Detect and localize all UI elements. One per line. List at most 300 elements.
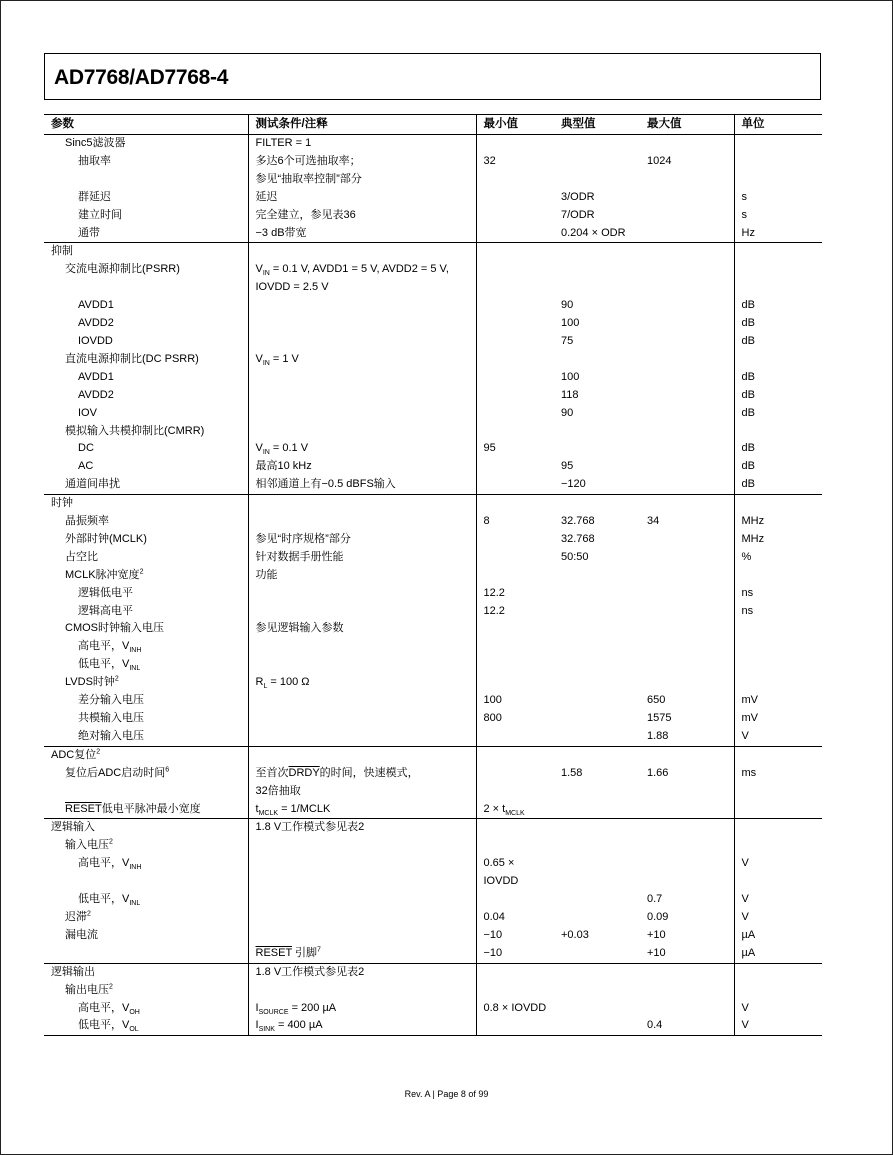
typ-cell: [554, 837, 640, 855]
param-cell: 逻辑输入: [44, 819, 248, 837]
typ-cell: 75: [561, 334, 574, 347]
typ-cell: 0.204 × ODR: [554, 225, 640, 243]
max-cell: [640, 135, 734, 153]
min-cell: [476, 387, 554, 405]
typ-cell: 50:50: [561, 550, 589, 563]
typ-cell: [554, 1017, 640, 1035]
max-cell: [640, 603, 734, 621]
min-cell: [476, 746, 554, 764]
table-row: [44, 819, 822, 837]
min-cell: [476, 423, 554, 441]
min-cell: [476, 819, 554, 837]
conditions-cell: $I_{SINK} = 400$ µA: [248, 1017, 476, 1035]
table-row: [44, 135, 822, 153]
conditions-cell: $t_{MCLK}$ = 1/MCLK: [248, 801, 476, 819]
min-cell: 12.2: [476, 585, 554, 603]
unit-cell: [734, 495, 822, 513]
min-cell: [476, 728, 554, 746]
max-cell: [640, 261, 734, 297]
min-cell: [476, 405, 554, 423]
max-cell: [640, 549, 734, 567]
conditions-cell: 延迟: [248, 189, 476, 207]
unit-cell: V: [734, 855, 822, 891]
max-cell: [640, 855, 734, 891]
typ-cell: 3/ODR: [561, 190, 595, 203]
param-cell: 高电平，$V_{INH}$: [78, 857, 142, 872]
conditions-cell: 参见“时序规格”部分: [248, 531, 476, 549]
table-row: [44, 297, 822, 315]
param-cell: 逻辑输出: [44, 963, 248, 981]
unit-cell: µA: [734, 927, 822, 945]
table-row: [44, 189, 822, 207]
unit-cell: [734, 982, 822, 1000]
min-cell: $2 \times t_{MCLK}$: [476, 801, 554, 819]
conditions-cell: [248, 638, 476, 656]
typ-cell: +0.03: [561, 928, 589, 941]
typ-cell: 32.768: [561, 515, 595, 528]
table-row: [44, 333, 822, 351]
table-row: [44, 585, 822, 603]
table-row: [44, 855, 822, 891]
min-cell: [476, 135, 554, 153]
conditions-cell: [248, 387, 476, 405]
min-cell: [476, 549, 554, 567]
min-cell: [476, 351, 554, 369]
conditions-cell: $R_L = 100$ Ω: [248, 674, 476, 692]
min-cell: 8: [476, 513, 554, 531]
table-body: [44, 135, 822, 1036]
param-cell: 迟滞$^2$: [65, 910, 91, 923]
unit-cell: [734, 351, 822, 369]
unit-cell: [734, 819, 822, 837]
param-cell: [44, 945, 248, 963]
min-cell: [476, 674, 554, 692]
typ-cell: 90: [561, 406, 574, 419]
spec-table: [44, 114, 822, 1036]
min-cell: 800: [476, 710, 554, 728]
conditions-cell: [248, 710, 476, 728]
param-cell: 抽取率: [78, 154, 111, 167]
table-row: [44, 620, 822, 638]
typ-cell: [554, 567, 640, 585]
max-cell: [640, 801, 734, 819]
unit-cell: dB: [734, 476, 822, 494]
table-row: [44, 531, 822, 549]
typ-cell: [554, 945, 640, 963]
max-cell: 1.66: [647, 766, 669, 779]
table-row: [44, 982, 822, 1000]
max-cell: [640, 531, 734, 549]
param-cell: Sinc5滤波器: [65, 137, 126, 149]
conditions-cell: 功能: [248, 567, 476, 585]
conditions-cell: [248, 891, 476, 909]
table-row: [44, 909, 822, 927]
param-cell: 复位后ADC启动时间$^6$: [65, 766, 170, 779]
max-cell: [640, 369, 734, 387]
table-header-row: [44, 115, 822, 135]
conditions-cell: [248, 405, 476, 423]
conditions-cell: 针对数据手册性能: [248, 549, 476, 567]
unit-cell: V: [734, 728, 822, 746]
param-cell: 低电平，$V_{OL}$: [44, 1017, 248, 1035]
min-cell: [476, 243, 554, 261]
min-cell: [476, 476, 554, 494]
unit-cell: dB: [734, 333, 822, 351]
param-cell: 低电平，$V_{INL}$: [78, 658, 141, 673]
unit-cell: dB: [734, 369, 822, 387]
typ-cell: [554, 674, 640, 692]
conditions-cell: RESET 引脚$^7$: [248, 945, 476, 963]
col-header-typ: 典型值: [554, 115, 640, 135]
typ-cell: [554, 891, 640, 909]
unit-cell: [734, 567, 822, 585]
min-cell: −10: [476, 927, 554, 945]
min-cell: [476, 458, 554, 476]
conditions-cell: [248, 513, 476, 531]
table-row: [44, 945, 822, 963]
max-cell: 1.88: [640, 728, 734, 746]
typ-cell: [554, 692, 640, 710]
table-row: [44, 674, 822, 692]
conditions-cell: [248, 692, 476, 710]
param-cell: IOVDD: [78, 334, 113, 347]
table-row: [44, 440, 822, 458]
unit-cell: [734, 135, 822, 153]
max-cell: [640, 387, 734, 405]
table-row: [44, 746, 822, 764]
table-row: [44, 710, 822, 728]
typ-cell: [554, 620, 640, 638]
max-cell: [640, 458, 734, 476]
table-row: [44, 369, 822, 387]
conditions-cell: 完全建立，参见表36: [248, 207, 476, 225]
typ-cell: 32.768: [561, 532, 595, 545]
unit-cell: [734, 620, 822, 638]
max-cell: 1575: [647, 712, 672, 724]
conditions-cell: [248, 585, 476, 603]
param-cell: AC: [78, 460, 94, 473]
param-cell: 外部时钟(MCLK): [65, 532, 147, 545]
typ-cell: [554, 135, 640, 153]
typ-cell: [554, 801, 640, 819]
conditions-cell: 参见逻辑输入参数: [248, 620, 476, 638]
table-row: [44, 207, 822, 225]
typ-cell: [554, 351, 640, 369]
typ-cell: 90: [561, 299, 574, 312]
param-cell: 漏电流: [65, 928, 98, 941]
conditions-cell: [248, 603, 476, 621]
conditions-cell: [248, 855, 476, 891]
table-row: [44, 153, 822, 189]
page-title: AD7768/AD7768-4: [54, 66, 229, 89]
unit-cell: dB: [734, 315, 822, 333]
conditions-cell: $V_{IN} = 0.1$ V: [248, 440, 476, 458]
unit-cell: [734, 423, 822, 441]
table-row: [44, 603, 822, 621]
max-cell: [640, 982, 734, 1000]
typ-cell: [554, 746, 640, 764]
unit-cell: s: [734, 189, 822, 207]
unit-cell: [734, 674, 822, 692]
conditions-cell: [248, 243, 476, 261]
conditions-cell: [248, 909, 476, 927]
conditions-cell: [248, 495, 476, 513]
param-cell: AVDD1: [78, 370, 114, 383]
param-cell: 逻辑高电平: [78, 604, 133, 617]
table-row: [44, 315, 822, 333]
table-row: [44, 891, 822, 909]
typ-cell: 100: [561, 317, 580, 330]
conditions-cell: $I_{SOURCE} = 200$ µA: [248, 1000, 476, 1018]
param-cell: 建立时间: [78, 208, 122, 221]
max-cell: [640, 746, 734, 764]
typ-cell: 118: [561, 388, 579, 401]
unit-cell: µA: [734, 945, 822, 963]
unit-cell: V: [734, 1000, 822, 1018]
param-cell: 高电平，$V_{INH}$: [78, 640, 142, 655]
min-cell: −10: [476, 945, 554, 963]
conditions-cell: $V_{IN} = 1$ V: [248, 351, 476, 369]
table-row: [44, 513, 822, 531]
max-cell: +10: [647, 928, 666, 941]
conditions-cell: [248, 423, 476, 441]
unit-cell: [734, 153, 822, 189]
min-cell: 0.65 × IOVDD: [476, 855, 554, 891]
min-cell: [476, 620, 554, 638]
unit-cell: mV: [734, 710, 822, 728]
typ-cell: [554, 909, 640, 927]
max-cell: [640, 567, 734, 585]
min-cell: [476, 225, 554, 243]
unit-cell: dB: [734, 405, 822, 423]
param-cell: DC: [78, 442, 94, 455]
min-cell: [476, 891, 554, 909]
conditions-cell: 多达6个可选抽取率； 参见“抽取率控制”部分: [248, 153, 476, 189]
unit-cell: [734, 656, 822, 674]
col-header-unit: 单位: [734, 115, 822, 135]
max-cell: 0.4: [640, 1017, 734, 1035]
max-cell: [640, 837, 734, 855]
min-cell: [476, 369, 554, 387]
max-cell: [640, 674, 734, 692]
table-row: [44, 1017, 822, 1035]
min-cell: [476, 261, 554, 297]
conditions-cell: 1.8 V工作模式参见表2: [248, 819, 476, 837]
max-cell: [640, 351, 734, 369]
max-cell: 0.7: [647, 893, 663, 906]
table-row: [44, 495, 822, 513]
unit-cell: ns: [734, 585, 822, 603]
table-row: [44, 351, 822, 369]
max-cell: [640, 423, 734, 441]
min-cell: [476, 495, 554, 513]
param-cell: 晶振频率: [65, 515, 109, 528]
typ-cell: [554, 495, 640, 513]
typ-cell: [554, 819, 640, 837]
param-cell: MCLK脉冲宽度$^2$: [65, 568, 144, 581]
table-row: [44, 423, 822, 441]
table-row: [44, 837, 822, 855]
typ-cell: [554, 638, 640, 656]
typ-cell: 1.58: [561, 766, 583, 779]
unit-cell: [734, 963, 822, 981]
unit-cell: V: [734, 891, 822, 909]
typ-cell: [554, 710, 640, 728]
min-cell: 12.2: [476, 603, 554, 621]
unit-cell: V: [734, 1017, 822, 1035]
col-header-min: 最小值: [476, 115, 554, 135]
conditions-cell: [248, 982, 476, 1000]
max-cell: [640, 405, 734, 423]
max-cell: [640, 620, 734, 638]
min-cell: [476, 297, 554, 315]
max-cell: [640, 225, 734, 243]
table-row: [44, 225, 822, 243]
max-cell: [640, 638, 734, 656]
param-cell: 通带: [44, 225, 248, 243]
unit-cell: dB: [734, 387, 822, 405]
table-row: [44, 638, 822, 656]
max-cell: 0.09: [647, 910, 669, 923]
unit-cell: [734, 837, 822, 855]
unit-cell: Hz: [734, 225, 822, 243]
param-cell: 时钟: [44, 495, 248, 513]
unit-cell: [734, 801, 822, 819]
unit-cell: MHz: [734, 531, 822, 549]
typ-cell: [554, 440, 640, 458]
max-cell: [640, 207, 734, 225]
table-row: [44, 405, 822, 423]
conditions-cell: [248, 746, 476, 764]
conditions-cell: [248, 369, 476, 387]
unit-cell: s: [734, 207, 822, 225]
unit-cell: [734, 638, 822, 656]
unit-cell: dB: [734, 458, 822, 476]
max-cell: [640, 963, 734, 981]
unit-cell: mV: [734, 692, 822, 710]
typ-cell: 95: [561, 460, 574, 473]
conditions-cell: [248, 927, 476, 945]
param-cell: 共模输入电压: [78, 712, 144, 724]
table-row: [44, 261, 822, 297]
unit-cell: dB: [734, 297, 822, 315]
max-cell: [640, 333, 734, 351]
typ-cell: [554, 423, 640, 441]
col-header-max: 最大值: [640, 115, 734, 135]
min-cell: [476, 315, 554, 333]
table-row: [44, 728, 822, 746]
unit-cell: ns: [734, 603, 822, 621]
table-row: [44, 656, 822, 674]
min-cell: [476, 189, 554, 207]
min-cell: [476, 837, 554, 855]
typ-cell: [554, 243, 640, 261]
typ-cell: [554, 261, 640, 297]
typ-cell: [554, 982, 640, 1000]
max-cell: 34: [647, 515, 660, 528]
param-cell: 低电平，$V_{INL}$: [78, 893, 141, 908]
param-cell: LVDS时钟$^2$: [65, 675, 119, 689]
table-row: [44, 1000, 822, 1018]
param-cell: 群延迟: [78, 190, 111, 203]
col-header-conditions: 测试条件/注释: [248, 115, 476, 135]
max-cell: [640, 243, 734, 261]
min-cell: [476, 567, 554, 585]
max-cell: 1024: [647, 154, 672, 167]
typ-cell: [554, 585, 640, 603]
max-cell: +10: [640, 945, 734, 963]
param-cell: AVDD2: [78, 388, 114, 401]
conditions-cell: FILTER = 1: [248, 135, 476, 153]
param-cell: 通道间串扰: [44, 476, 248, 494]
header-box: [44, 53, 821, 100]
conditions-cell: −3 dB带宽: [248, 225, 476, 243]
min-cell: [476, 1017, 554, 1035]
min-cell: [476, 656, 554, 674]
unit-cell: V: [734, 909, 822, 927]
typ-cell: [554, 603, 640, 621]
param-cell: 绝对输入电压: [44, 728, 248, 746]
min-cell: [476, 207, 554, 225]
param-cell: 输入电压$^2$: [65, 838, 113, 852]
conditions-cell: [248, 728, 476, 746]
table-row: [44, 765, 822, 801]
typ-cell: [554, 656, 640, 674]
min-cell: 32: [476, 153, 554, 189]
page-footer: Rev. A | Page 8 of 99: [404, 1089, 489, 1099]
conditions-cell: 至首次DRDY的时间，快速模式， 32倍抽取: [248, 765, 476, 801]
param-cell: AVDD2: [78, 317, 114, 330]
min-cell: 0.04: [476, 909, 554, 927]
typ-cell: [554, 963, 640, 981]
param-cell: 模拟输入共模抑制比(CMRR): [65, 424, 205, 437]
unit-cell: %: [734, 549, 822, 567]
conditions-cell: [248, 837, 476, 855]
param-cell: AVDD1: [78, 299, 114, 312]
min-cell: [476, 963, 554, 981]
max-cell: [640, 1000, 734, 1018]
unit-cell: dB: [734, 440, 822, 458]
param-cell: IOV: [78, 406, 97, 419]
conditions-cell: 相邻通道上有−0.5 dBFS输入: [248, 476, 476, 494]
max-cell: [640, 819, 734, 837]
typ-cell: [554, 728, 640, 746]
unit-cell: MHz: [734, 513, 822, 531]
param-cell: 逻辑低电平: [78, 586, 133, 599]
conditions-cell: [248, 656, 476, 674]
typ-cell: 100: [561, 370, 580, 383]
min-cell: [476, 531, 554, 549]
param-cell: ADC复位$^2$: [44, 746, 248, 764]
param-cell: 差分输入电压: [78, 694, 144, 707]
typ-cell: [554, 153, 640, 189]
conditions-cell: 1.8 V工作模式参见表2: [248, 963, 476, 981]
table-row: [44, 243, 822, 261]
table-row: [44, 692, 822, 710]
max-cell: [640, 189, 734, 207]
max-cell: [640, 495, 734, 513]
conditions-cell: $V_{IN} = 0.1$ V, AVDD1 = 5 V, AVDD2 = 5 V, IOVDD = 2.5 V: [248, 261, 476, 297]
min-cell: [476, 638, 554, 656]
table-row: [44, 567, 822, 585]
param-cell: 输出电压$^2$: [65, 982, 113, 996]
table-row: [44, 801, 822, 819]
conditions-cell: [248, 315, 476, 333]
min-cell: 100: [476, 692, 554, 710]
max-cell: [640, 440, 734, 458]
table-row: [44, 549, 822, 567]
min-cell: 95: [476, 440, 554, 458]
